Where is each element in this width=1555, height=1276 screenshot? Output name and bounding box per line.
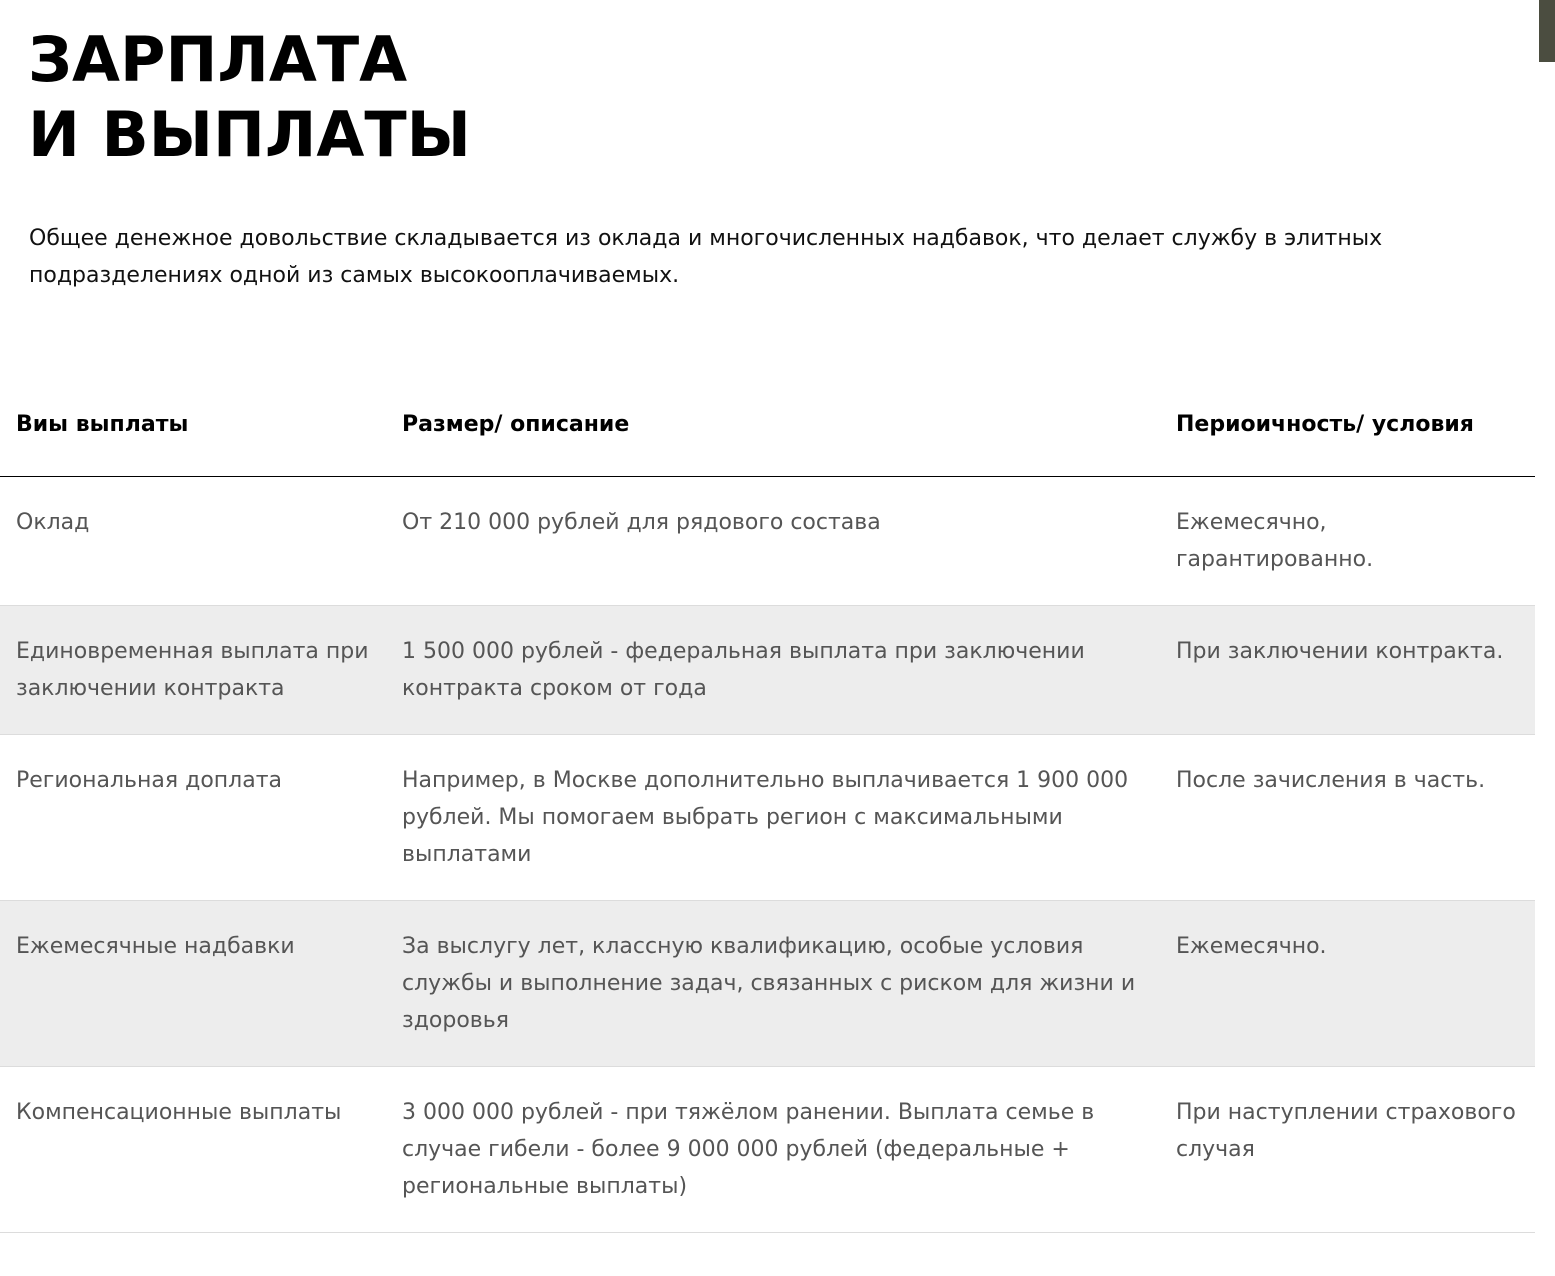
table-row [0, 735, 1535, 901]
page-title-line-2: И ВЫПЛАТЫ [28, 98, 471, 171]
column-header-description: Размер/ описание [386, 388, 1160, 477]
table-row [0, 606, 1535, 735]
cell-type: Региональная доплата [0, 735, 386, 901]
column-header-type: Виы выплаты [0, 388, 386, 477]
cell-period: При наступлении страхового случая [1160, 1067, 1535, 1233]
table-row [0, 1067, 1535, 1233]
cell-description: От 210 000 рублей для рядового состава [386, 477, 1160, 606]
table-row [0, 477, 1535, 606]
intro-text: Общее денежное довольствие складывается из оклада и многочисленных надбавок, что делает службу в элитных подразделениях одной из самых высокооплачиваемых. [29, 226, 1383, 288]
cell-type: Оклад [0, 477, 386, 606]
column-header-period: Периоичность/ условия [1160, 388, 1535, 477]
cell-period: Ежемесячно, гарантированно. [1160, 477, 1535, 606]
cell-period: При заключении контракта. [1160, 606, 1535, 735]
payments-table [0, 388, 1535, 1233]
cell-type: Ежемесячные надбавки [0, 901, 386, 1067]
table-header-row [0, 388, 1535, 477]
cell-description: Например, в Москве дополнительно выплачивается 1 900 000 рублей. Мы помогаем выбрать регион с максимальными выплатами [386, 735, 1160, 901]
page-title [28, 22, 471, 172]
cell-type: Компенсационные выплаты [0, 1067, 386, 1233]
table-row [0, 901, 1535, 1067]
cell-description: 1 500 000 рублей - федеральная выплата при заключении контракта сроком от года [386, 606, 1160, 735]
page-title-line-1: ЗАРПЛАТА [28, 23, 408, 96]
cell-description: За выслугу лет, классную квалификацию, особые условия службы и выполнение задач, связанных с риском для жизни и здоровья [386, 901, 1160, 1067]
cell-period: Ежемесячно. [1160, 901, 1535, 1067]
cell-type: Единовременная выплата при заключении контракта [0, 606, 386, 735]
cell-period: После зачисления в часть. [1160, 735, 1535, 901]
scrollbar-thumb[interactable] [1539, 0, 1555, 62]
cell-description: 3 000 000 рублей - при тяжёлом ранении. Выплата семье в случае гибели - более 9 000 000 рублей (федеральные + региональные выплаты) [386, 1067, 1160, 1233]
